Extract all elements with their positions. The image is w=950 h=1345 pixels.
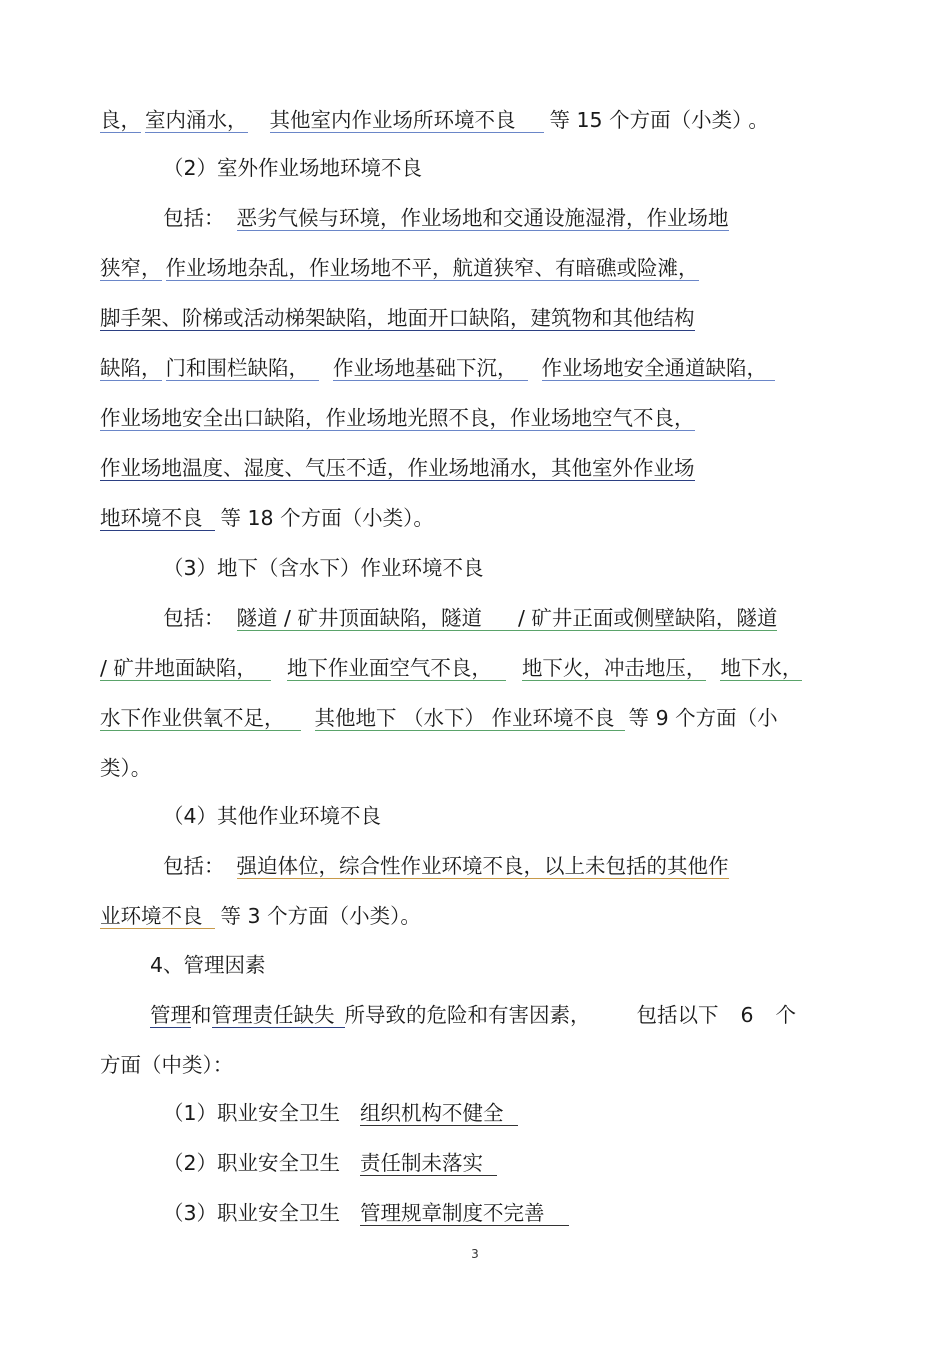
text-segment: 作业场地安全通道缺陷， xyxy=(542,356,776,381)
text-line-12 xyxy=(100,655,850,681)
text-segment: / 矿井地面缺陷， xyxy=(100,656,271,681)
text-segment: 等 9 个方面（小 xyxy=(628,706,778,730)
text-segment: （1）职业安全卫生 xyxy=(163,1101,341,1125)
text-line-7 xyxy=(100,405,850,432)
text-segment: 作业场地温度、湿度、气压不适， xyxy=(100,456,408,480)
text-segment: 责任制未落实 xyxy=(360,1151,497,1176)
text-segment: 作业场地涌水， xyxy=(407,456,551,480)
list-item xyxy=(163,1100,853,1126)
text-segment: 等 3 个方面（小类）。 xyxy=(220,904,421,928)
text-segment: 其他地下 （水下） 作业环境不良 xyxy=(315,706,625,731)
text-segment: 包括以下 xyxy=(636,1003,719,1027)
text-line-5 xyxy=(100,305,850,332)
text-segment: 作业场地不平， xyxy=(309,256,453,280)
text-segment: （2）职业安全卫生 xyxy=(163,1151,341,1175)
text-segment: 门和围栏缺陷， xyxy=(166,356,320,381)
section-heading: 4、管理因素 xyxy=(150,953,266,977)
text-segment: 冲击地压， xyxy=(603,656,707,680)
text-segment: 管理责任缺失 xyxy=(212,1003,345,1028)
text-segment: 作业场地杂乱， xyxy=(165,256,309,280)
text-line-8 xyxy=(100,455,850,482)
text-segment: 隧道 xyxy=(736,606,778,630)
text-segment: 地面开口缺陷， xyxy=(387,306,531,330)
text-segment: （3）职业安全卫生 xyxy=(163,1201,341,1225)
text-segment: 狭窄， xyxy=(100,256,162,280)
text-segment: 作业场地安全出口缺陷， xyxy=(100,406,326,430)
text-segment: 所导致的危险和有害因素， xyxy=(344,1003,591,1027)
text-segment: 地环境不良 xyxy=(100,506,215,531)
text-segment: 综合性作业环境不良， xyxy=(339,854,544,878)
text-line-9 xyxy=(100,505,850,531)
text-segment: 缺陷， xyxy=(100,356,162,380)
text-segment: / 矿井正面或侧壁缺陷， xyxy=(517,606,737,630)
text-segment: 作业场地基础下沉， xyxy=(333,356,528,381)
text-line-13 xyxy=(100,705,850,731)
text-segment: 恶劣气候与环境， xyxy=(236,206,401,230)
text-segment: 管理 xyxy=(150,1003,191,1027)
text-segment: 建筑物和其他结构 xyxy=(530,306,695,330)
section-heading: （3）地下（含水下）作业环境不良 xyxy=(163,556,484,580)
text-line-6 xyxy=(100,355,850,381)
text-segment: 包括： xyxy=(163,854,225,878)
text-segment: 和 xyxy=(191,1003,212,1027)
text-segment: 室内涌水， xyxy=(145,108,248,132)
text-line-17 xyxy=(100,903,850,929)
text-segment: 以上未包括的其他作 xyxy=(544,854,729,878)
text-segment: 组织机构不健全 xyxy=(360,1101,518,1126)
text-segment: 地下水， xyxy=(720,656,803,680)
text-segment: 航道狭窄、有暗礁或险滩， xyxy=(452,256,699,280)
text-segment: 。 xyxy=(748,108,769,132)
page-number: 3 xyxy=(471,1247,479,1261)
text-segment: 良， xyxy=(100,108,141,132)
section-heading: （2）室外作业场地环境不良 xyxy=(163,156,423,180)
text-segment: 其他室外作业场 xyxy=(551,456,695,480)
text-line-11 xyxy=(163,605,853,632)
text-segment: 地下作业面空气不良， xyxy=(287,656,506,681)
text-line-19 xyxy=(150,1002,850,1028)
text-segment: 业环境不良 xyxy=(100,904,215,929)
text-segment: 6 xyxy=(740,1003,754,1027)
text-line-14: 类）。 xyxy=(100,756,152,780)
section-heading: （4）其他作业环境不良 xyxy=(163,804,382,828)
text-line-4 xyxy=(100,255,850,282)
text-segment: 强迫体位， xyxy=(236,854,339,878)
text-line-3 xyxy=(163,205,853,232)
text-segment: 隧道 / 矿井顶面缺陷， xyxy=(236,606,441,630)
text-segment: 包括： xyxy=(163,206,225,230)
list-item xyxy=(163,1200,853,1226)
text-segment: 水下作业供氧不足， xyxy=(100,706,301,731)
text-segment: 作业场地 xyxy=(646,206,729,230)
text-line-20: 方面（中类）： xyxy=(100,1053,234,1077)
list-item xyxy=(163,1150,853,1176)
text-segment: 作业场地和交通设施湿滑， xyxy=(400,206,647,230)
text-segment: 管理规章制度不完善 xyxy=(360,1201,569,1226)
text-segment: 作业场地光照不良， xyxy=(325,406,510,430)
text-segment: 作业场地空气不良， xyxy=(510,406,695,430)
text-segment: 个 xyxy=(775,1003,797,1027)
text-segment: 等 15 个方面（小类） xyxy=(549,108,743,132)
text-line-1 xyxy=(100,107,850,133)
text-segment: 等 18 个方面（小类）。 xyxy=(220,506,434,530)
text-segment: 包括： xyxy=(163,606,225,630)
text-line-16 xyxy=(163,853,853,880)
text-segment: 地下火， xyxy=(521,656,604,680)
text-segment: 隧道 xyxy=(441,606,518,631)
text-segment: 脚手架、阶梯或活动梯架缺陷， xyxy=(100,306,387,330)
text-segment: 其他室内作业场所环境不良 xyxy=(270,108,544,133)
